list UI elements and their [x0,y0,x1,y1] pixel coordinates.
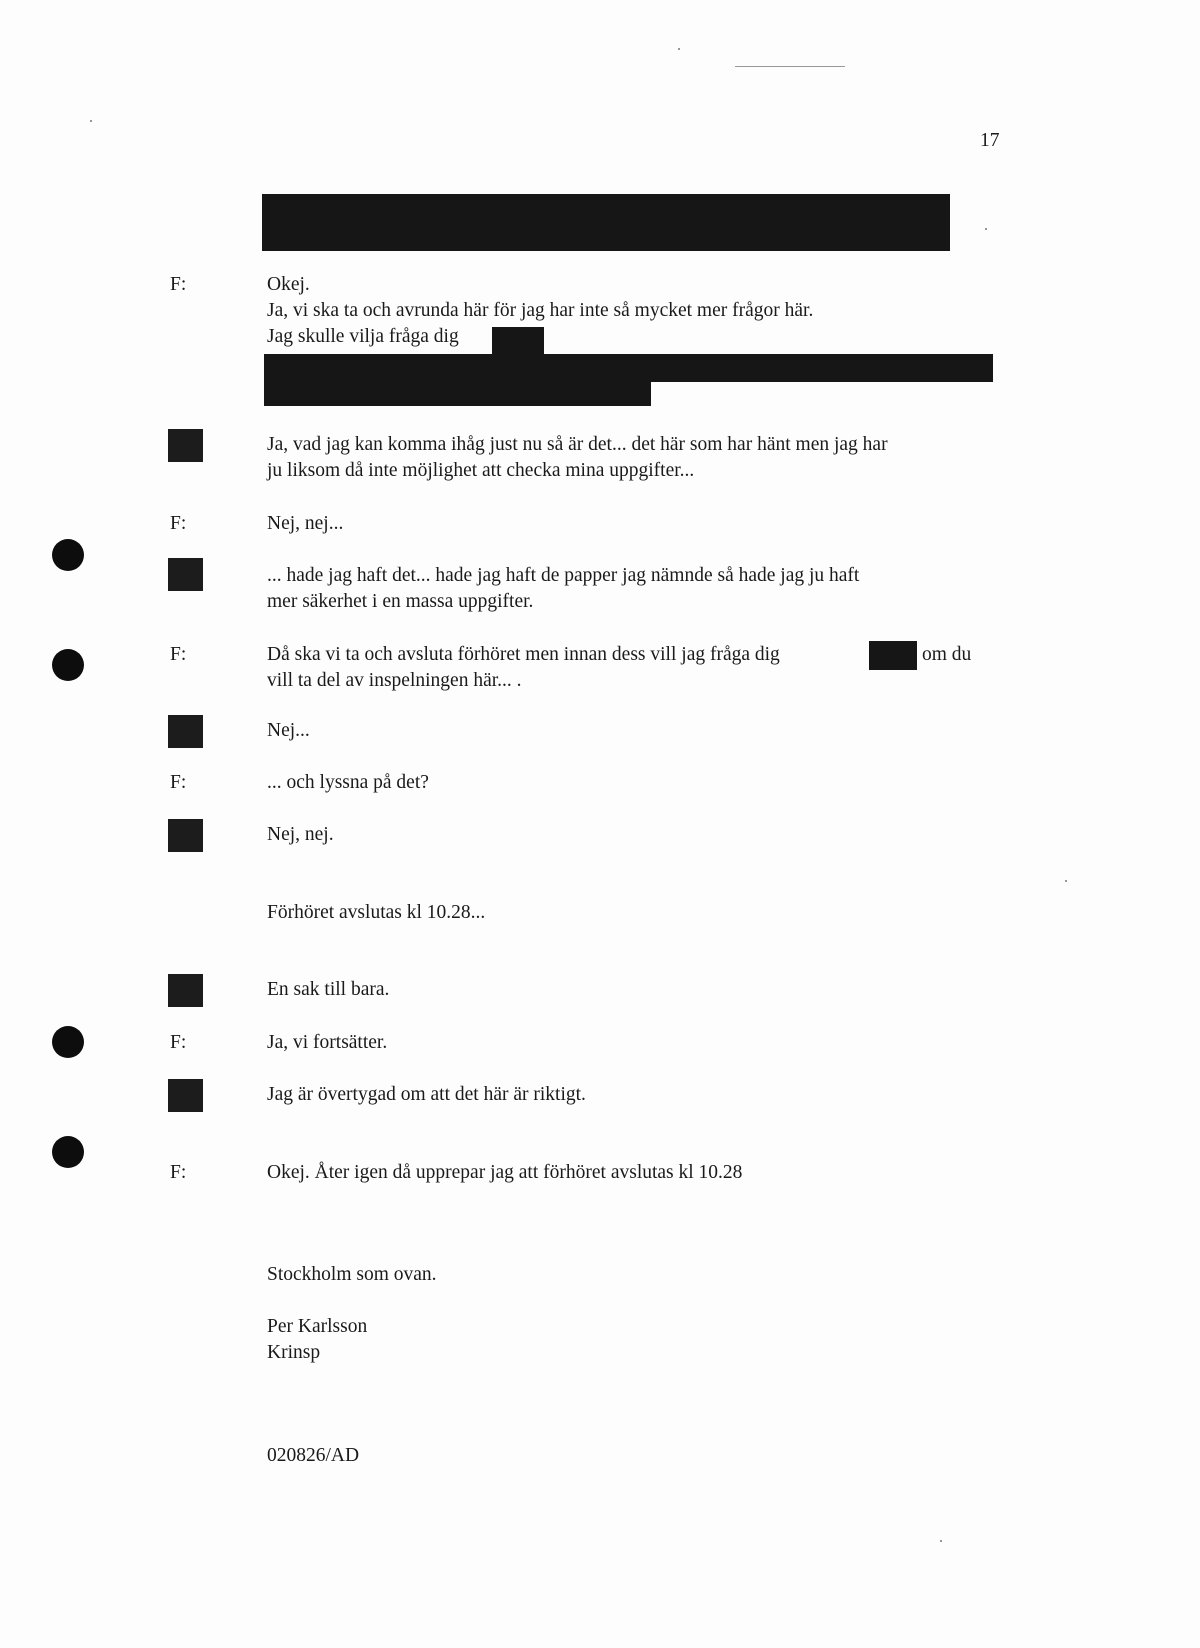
speaker-label: F: [170,772,187,793]
redacted-speaker [168,974,203,1007]
redacted-speaker [168,819,203,852]
scan-speck [985,228,987,230]
redaction-bar [869,641,917,670]
transcript-line: ... hade jag haft det... hade jag haft de papper jag nämnde så hade jag ju haft [267,565,860,586]
hole-punch [52,539,84,571]
transcript-line: Ja, vi ska ta och avrunda här för jag har inte så mycket mer frågor här. [267,300,814,321]
transcript-line: Då ska vi ta och avsluta förhöret men innan dess vill jag fråga dig [267,644,780,665]
redaction-bar [492,327,544,355]
hole-punch [52,1026,84,1058]
transcript-line: En sak till bara. [267,979,390,1000]
scan-speck [1065,880,1067,882]
speaker-label: F: [170,274,187,295]
transcript-line: Jag skulle vilja fråga dig [267,326,459,347]
speaker-label: F: [170,1032,187,1053]
transcript-line: ju liksom då inte möjlighet att checka mina uppgifter... [267,460,695,481]
redaction-bar [264,380,651,406]
redacted-speaker [168,1079,203,1112]
redaction-bar [264,354,993,382]
scan-speck [90,120,92,122]
transcript-line: mer säkerhet i en massa uppgifter. [267,591,534,612]
redacted-speaker [168,429,203,462]
transcript-line: ... och lyssna på det? [267,772,429,793]
officer-title: Krinsp [267,1342,321,1363]
transcript-line: vill ta del av inspelningen här... . [267,670,522,691]
speaker-label: F: [170,1162,187,1183]
transcript-line: Förhöret avslutas kl 10.28... [267,902,486,923]
scan-speck [940,1540,942,1542]
redacted-speaker [168,558,203,591]
hole-punch [52,649,84,681]
transcript-line: Ja, vad jag kan komma ihåg just nu så är det... det här som har hänt men jag har [267,434,888,455]
document-reference: 020826/AD [267,1445,360,1466]
redaction-bar [262,194,950,251]
transcript-line: Nej, nej. [267,824,334,845]
transcript-line: Jag är övertygad om att det här är riktigt. [267,1084,586,1105]
transcript-line: Okej. Åter igen då upprepar jag att förhöret avslutas kl 10.28 [267,1162,743,1183]
redacted-speaker [168,715,203,748]
speaker-label: F: [170,644,187,665]
hole-punch [52,1136,84,1168]
transcript-line: om du [922,644,972,665]
transcript-line: Nej... [267,720,310,741]
scan-speck [678,48,680,50]
transcript-line: Okej. [267,274,310,295]
page-number: 17 [980,130,1000,151]
closing-place: Stockholm som ovan. [267,1264,437,1285]
scan-artifact-line [735,66,845,67]
speaker-label: F: [170,513,187,534]
transcript-line: Ja, vi fortsätter. [267,1032,388,1053]
transcript-line: Nej, nej... [267,513,344,534]
officer-name: Per Karlsson [267,1316,368,1337]
